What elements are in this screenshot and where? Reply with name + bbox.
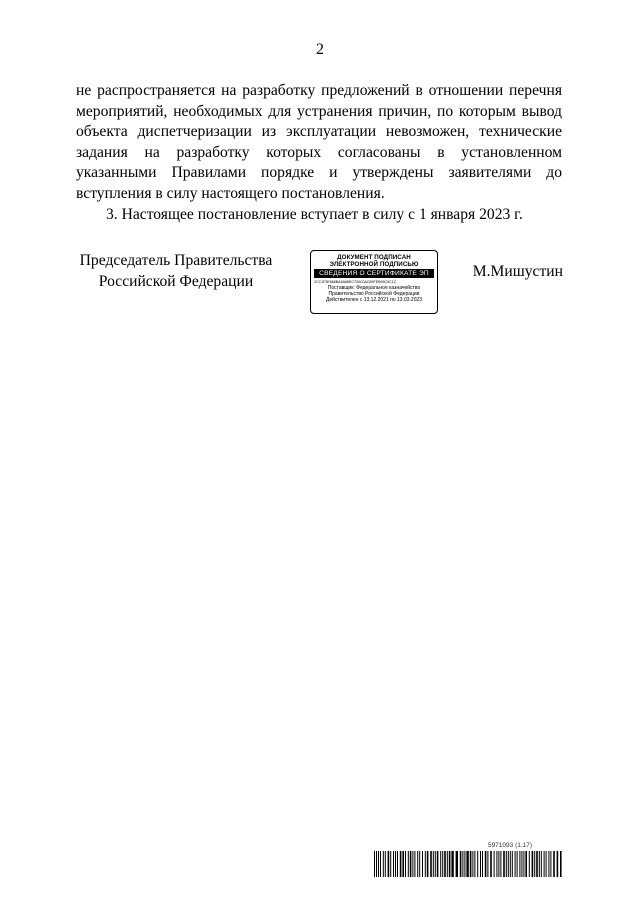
document-code: 5971093 (1.17) (487, 842, 533, 849)
stamp-owner: Правительство Российской Федерации (328, 291, 420, 298)
stamp-heading: ДОКУМЕНТ ПОДПИСАН (337, 254, 411, 261)
text-line: не распространяется на разработку предложений в отношении перечня (76, 82, 562, 99)
document-body (76, 81, 562, 225)
paragraph-continuation (76, 81, 562, 205)
electronic-signature-stamp (310, 250, 438, 314)
stamp-serial: 2CC1F3E666BA6A68EC700C0AC65FEB99C5C1C (314, 280, 397, 284)
page-number: 2 (316, 41, 324, 58)
stamp-heading: ЭЛЕКТРОННОЙ ПОДПИСЬЮ (329, 261, 419, 268)
text-line: задания на разработку которых согласованы в установленном указанными (76, 143, 562, 182)
text-line: настоящего постановления. (201, 184, 385, 202)
barcode (374, 851, 564, 877)
stamp-certificate-bar: СВЕДЕНИЯ О СЕРТИФИКАТЕ ЭП (314, 269, 434, 278)
paragraph-effective-date: 3. Настоящее постановление вступает в силу с 1 января 2023 г. (106, 205, 523, 223)
stamp-supplier: Поставщик: Федеральное казначейство (327, 285, 421, 291)
signer-name: М.Мишустин (472, 263, 563, 280)
text-line: мероприятий, необходимых для устранения причин, по которым вывод (76, 102, 562, 120)
text-line: Правилами порядке и утверждены заявителями до вступления в силу (76, 164, 562, 202)
stamp-validity: Действителен с 13.12.2021 по 13.03.2023 (325, 297, 423, 304)
text-line: объекта диспетчеризации из эксплуатации невозможен, технические (76, 123, 562, 141)
signer-title-line: Председатель Правительства (79, 252, 273, 269)
signer-title (76, 251, 276, 292)
signer-title-line: Российской Федерации (98, 272, 254, 290)
